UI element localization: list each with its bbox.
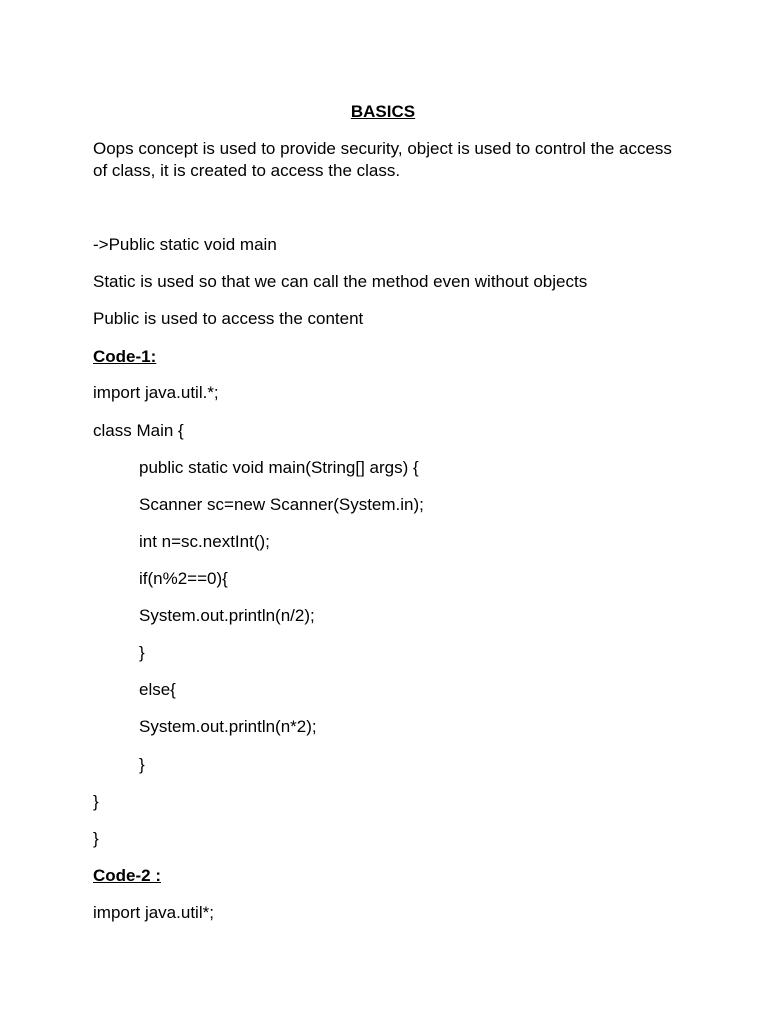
code-1-line: if(n%2==0){ <box>139 569 228 588</box>
code-2-heading: Code-2 : <box>93 866 161 885</box>
code-1-line: int n=sc.nextInt(); <box>139 532 270 551</box>
static-note: Static is used so that we can call the method even without objects <box>93 272 588 291</box>
code-1-line: class Main { <box>93 421 184 440</box>
code-1-line: Scanner sc=new Scanner(System.in); <box>139 495 424 514</box>
code-1-line: } <box>93 829 99 848</box>
code-1-line: System.out.println(n/2); <box>139 606 315 625</box>
code-1-line: public static void main(String[] args) { <box>139 458 419 477</box>
code-1-line: else{ <box>139 680 176 699</box>
code-1-line: } <box>139 755 145 774</box>
code-1-heading: Code-1: <box>93 347 157 366</box>
code-1-line: } <box>139 643 145 662</box>
code-1-line: } <box>93 792 99 811</box>
public-note: Public is used to access the content <box>93 309 364 328</box>
code-1-line: import java.util.*; <box>93 383 219 402</box>
code-2-line: import java.util*; <box>93 903 214 922</box>
code-1-line: System.out.println(n*2); <box>139 717 317 736</box>
intro-paragraph: Oops concept is used to provide security, object is used to control the access of class, it is created to access the class. <box>93 139 672 180</box>
page-title: BASICS <box>350 102 416 121</box>
main-signature-note: ->Public static void main <box>93 235 277 254</box>
